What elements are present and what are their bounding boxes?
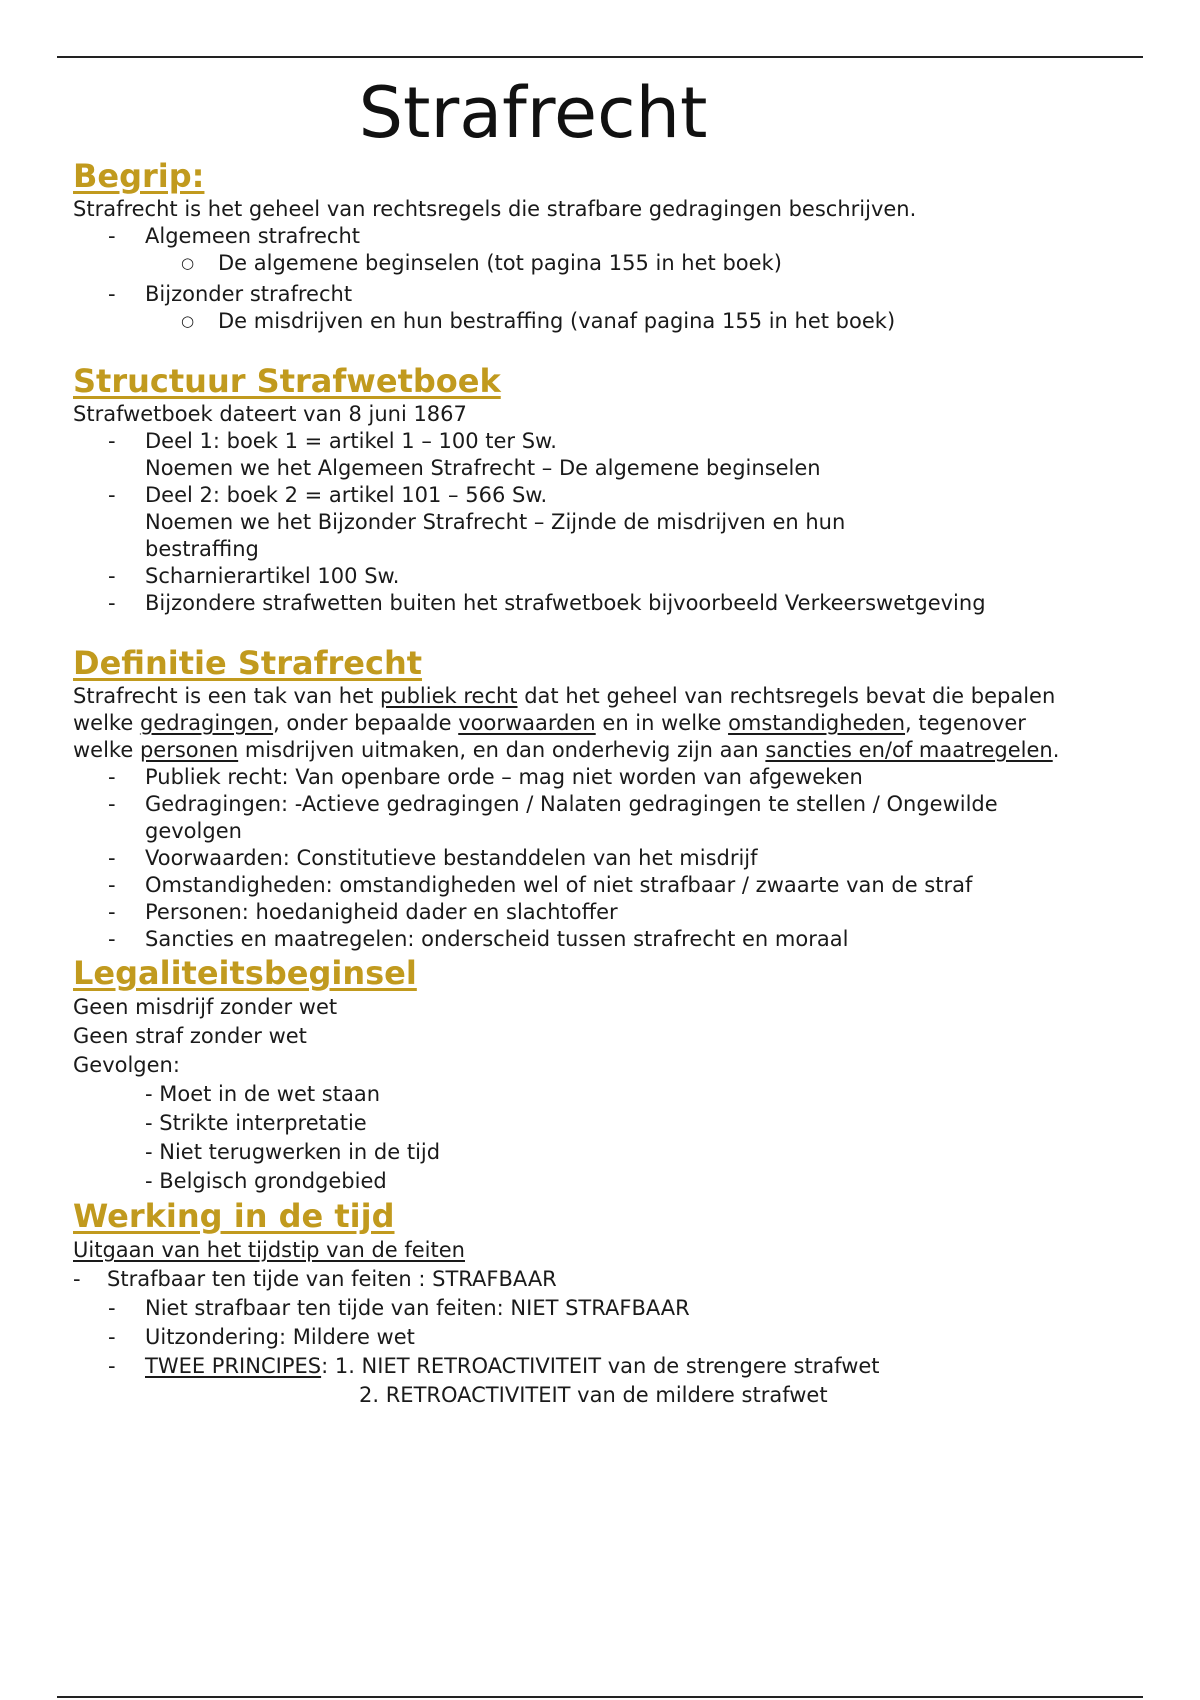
list-item: - Gedragingen: -Actieve gedragingen / Nalaten gedragingen te stellen / Ongewilde: [108, 792, 998, 816]
begrip-intro: Strafrecht is het geheel van rechtsregels die strafbare gedragingen beschrijven.: [73, 197, 917, 221]
document-title: Strafrecht: [358, 72, 708, 154]
bottom-rule: [57, 1696, 1143, 1698]
list-item: - Bijzondere strafwetten buiten het strafwetboek bijvoorbeeld Verkeerswetgeving: [108, 591, 986, 615]
legaliteit-line: Gevolgen:: [73, 1053, 180, 1077]
document-page: [73, 70, 1133, 1410]
list-item: - Sancties en maatregelen: onderscheid tussen strafrecht en moraal: [108, 927, 849, 951]
list-item: - Belgisch grondgebied: [145, 1169, 387, 1193]
heading-begrip: Begrip:: [73, 157, 205, 195]
sub-list-item: ○ De misdrijven en hun bestraffing (vanaf pagina 155 in het boek): [181, 309, 896, 333]
definitie-paragraph: Strafrecht is een tak van het publiek recht dat het geheel van rechtsregels bevat die bepalen welke gedragingen, onder bepaalde voorwaarden en in welke omstandigheden, tegenover welke personen misdrijven uitmaken, en dan onderhevig zijn aan sancties en/of maatregelen.: [73, 684, 1060, 762]
list-item: - Bijzonder strafrecht: [108, 282, 353, 306]
sub-list-item: ○ De algemene beginselen (tot pagina 155 in het boek): [181, 251, 782, 275]
heading-legaliteit: Legaliteitsbeginsel: [73, 954, 417, 992]
list-item: - Voorwaarden: Constitutieve bestanddelen van het misdrijf: [108, 846, 758, 870]
list-item: - Uitzondering: Mildere wet: [108, 1325, 415, 1349]
list-item: - Niet strafbaar ten tijde van feiten: NIET STRAFBAAR: [108, 1296, 690, 1320]
list-item-note: bestraffing: [145, 537, 259, 561]
list-item-note: Noemen we het Algemeen Strafrecht – De algemene beginselen: [145, 456, 821, 480]
list-item: - Algemeen strafrecht: [108, 224, 360, 248]
heading-structuur: Structuur Strafwetboek: [73, 362, 501, 400]
circle-bullet-icon: ○: [181, 312, 195, 330]
list-item-note: gevolgen: [145, 819, 242, 843]
legaliteit-line: Geen straf zonder wet: [73, 1024, 307, 1048]
werking-intro: Uitgaan van het tijdstip van de feiten: [73, 1238, 465, 1262]
list-item: - Strikte interpretatie: [145, 1111, 367, 1135]
list-item: - Personen: hoedanigheid dader en slachtoffer: [108, 900, 618, 924]
heading-werking: Werking in de tijd: [73, 1197, 395, 1235]
list-item: - Moet in de wet staan: [145, 1082, 381, 1106]
list-item: - Niet terugwerken in de tijd: [145, 1140, 441, 1164]
circle-bullet-icon: ○: [181, 254, 195, 272]
principle-line: 2. RETROACTIVITEIT van de mildere strafwet: [359, 1383, 828, 1407]
list-item: - Scharnierartikel 100 Sw.: [108, 564, 400, 588]
list-item: - TWEE PRINCIPES: 1. NIET RETROACTIVITEIT van de strengere strafwet: [108, 1354, 880, 1378]
list-item: - Publiek recht: Van openbare orde – mag niet worden van afgeweken: [108, 765, 863, 789]
heading-definitie: Definitie Strafrecht: [73, 644, 423, 682]
structuur-intro: Strafwetboek dateert van 8 juni 1867: [73, 402, 467, 426]
list-item-note: Noemen we het Bijzonder Strafrecht – Zijnde de misdrijven en hun: [145, 510, 846, 534]
list-item: - Strafbaar ten tijde van feiten : STRAFBAAR: [73, 1267, 557, 1291]
list-item: - Omstandigheden: omstandigheden wel of niet strafbaar / zwaarte van de straf: [108, 873, 973, 897]
legaliteit-line: Geen misdrijf zonder wet: [73, 995, 338, 1019]
list-item: - Deel 1: boek 1 = artikel 1 – 100 ter Sw.: [108, 429, 557, 453]
top-rule: [57, 56, 1143, 58]
list-item: - Deel 2: boek 2 = artikel 101 – 566 Sw.: [108, 483, 548, 507]
